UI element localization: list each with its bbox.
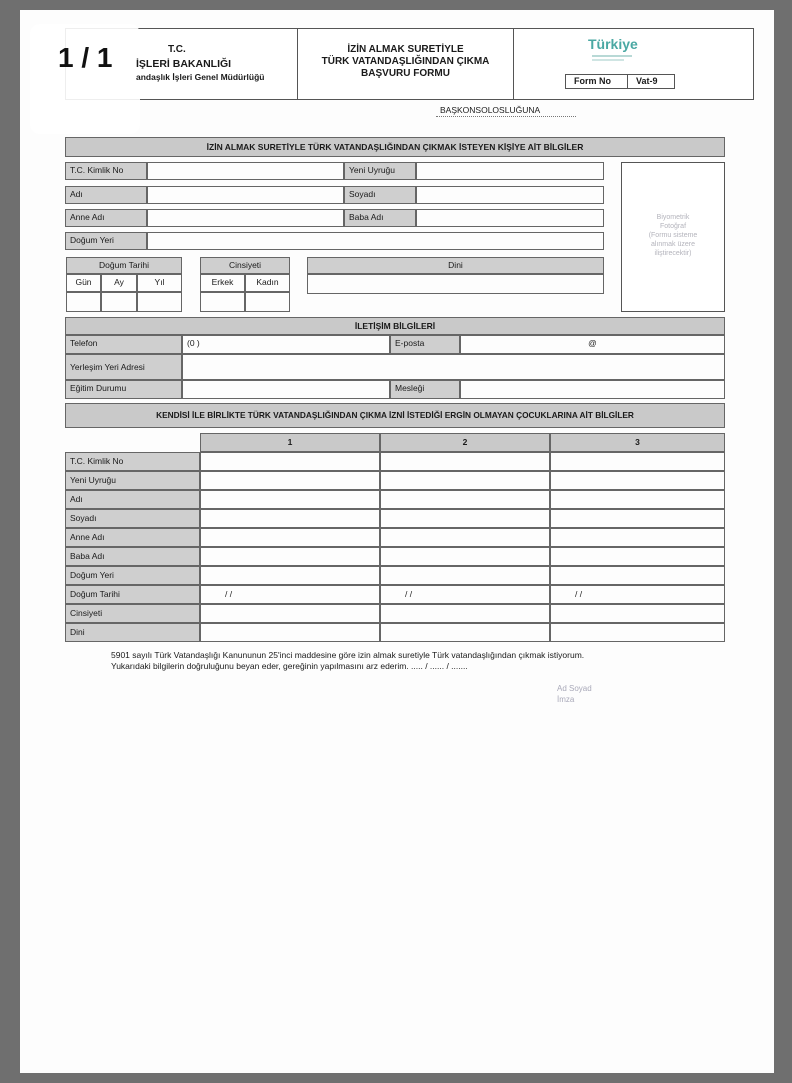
- address-label: Yerleşim Yeri Adresi: [65, 354, 182, 380]
- turkiye-logo: Türkiye: [588, 36, 638, 52]
- mother-label: Anne Adı: [65, 209, 147, 227]
- male-checkbox[interactable]: [200, 292, 245, 312]
- photo-line-5: iliştirecektir): [654, 250, 692, 257]
- children-cell-input[interactable]: [550, 566, 725, 585]
- page-indicator-badge: [30, 24, 140, 134]
- consulate-label: BAŞKONSOLOSLUĞUNA: [440, 105, 541, 115]
- religion-label: Dini: [307, 257, 604, 274]
- title-line-1: İZİN ALMAK SURETİYLE: [347, 44, 464, 55]
- day-label: Gün: [66, 274, 101, 292]
- children-row-label: Doğum Yeri: [65, 566, 200, 585]
- mother-input[interactable]: [147, 209, 344, 227]
- surname-input[interactable]: [416, 186, 604, 204]
- photo-line-2: Fotoğraf: [659, 223, 687, 230]
- signature-label: İmza: [557, 695, 575, 704]
- email-input[interactable]: @: [460, 335, 725, 354]
- form-no-value: Vat-9: [636, 76, 658, 86]
- children-cell-input[interactable]: [380, 547, 550, 566]
- header-divider-2: [513, 28, 514, 100]
- declaration-line-2: Yukarıdaki bilgilerin doğruluğunu beyan eder, gereğinin yapılmasını arz ederim. ..... / ...... / .......: [111, 661, 468, 671]
- ministry-line-3: andaşlık İşleri Genel Müdürlüğü: [136, 72, 265, 82]
- name-input[interactable]: [147, 186, 344, 204]
- birthdate-label: Doğum Tarihi: [66, 257, 182, 274]
- children-column-header: 1: [200, 433, 380, 452]
- month-input[interactable]: [101, 292, 137, 312]
- education-input[interactable]: [182, 380, 390, 399]
- month-label: Ay: [101, 274, 137, 292]
- title-line-2: TÜRK VATANDAŞLIĞINDAN ÇIKMA: [321, 56, 490, 67]
- children-cell-input[interactable]: [380, 566, 550, 585]
- year-label: Yıl: [137, 274, 182, 292]
- children-row-label: Baba Adı: [65, 547, 200, 566]
- name-label: Adı: [65, 186, 147, 204]
- applicant-section-title: İZİN ALMAK SURETİYLE TÜRK VATANDAŞLIĞINDAN ÇIKMAK İSTEYEN KİŞİYE AİT BİLGİLER: [65, 137, 725, 157]
- form-no-divider: [627, 75, 628, 88]
- children-cell-input[interactable]: [550, 490, 725, 509]
- photo-line-1: Biyometrik: [656, 214, 690, 221]
- email-label: E-posta: [390, 335, 460, 354]
- new-nationality-input[interactable]: [416, 162, 604, 180]
- children-row-label: Doğum Tarihi: [65, 585, 200, 604]
- photo-line-3: (Formu sisteme: [648, 232, 698, 239]
- father-input[interactable]: [416, 209, 604, 227]
- logo-subline: [592, 55, 632, 61]
- phone-label: Telefon: [65, 335, 182, 354]
- children-cell-input[interactable]: [380, 490, 550, 509]
- consulate-field-line: [436, 116, 576, 117]
- form-no-label: Form No: [574, 76, 611, 86]
- gender-label: Cinsiyeti: [200, 257, 290, 274]
- female-checkbox[interactable]: [245, 292, 290, 312]
- children-row-label: Adı: [65, 490, 200, 509]
- children-column-header: 3: [550, 433, 725, 452]
- page-indicator: 1 / 1: [58, 42, 113, 73]
- children-cell-input[interactable]: [550, 509, 725, 528]
- children-table-corner: [65, 433, 200, 452]
- children-section-title: KENDİSİ İLE BİRLİKTE TÜRK VATANDAŞLIĞINDAN ÇIKMA İZNİ İSTEDİĞİ ERGİN OLMAYAN ÇOCUKLARINA AİT BİLGİLER: [65, 403, 725, 428]
- ministry-line-1: T.C.: [168, 44, 186, 55]
- children-row-label: T.C. Kimlik No: [65, 452, 200, 471]
- female-label: Kadın: [245, 274, 290, 292]
- male-label: Erkek: [200, 274, 245, 292]
- children-cell-input[interactable]: [550, 547, 725, 566]
- occupation-label: Mesleği: [390, 380, 460, 399]
- children-cell-input[interactable]: / /: [380, 585, 550, 604]
- children-cell-input[interactable]: [380, 452, 550, 471]
- children-row-label: Anne Adı: [65, 528, 200, 547]
- children-column-header: 2: [380, 433, 550, 452]
- declaration-line-1: 5901 sayılı Türk Vatandaşlığı Kanununun 25'inci maddesine göre izin almak suretiyle Türk vatandaşlığından çıkmak istiyorum.: [111, 650, 585, 660]
- children-row-label: Soyadı: [65, 509, 200, 528]
- children-row-label: Yeni Uyruğu: [65, 471, 200, 490]
- children-cell-input[interactable]: / /: [200, 585, 380, 604]
- children-cell-input[interactable]: [380, 604, 550, 623]
- form-no-box: [565, 74, 675, 89]
- children-cell-input[interactable]: [380, 471, 550, 490]
- name-signature-label: Ad Soyad: [557, 684, 592, 693]
- form-page: [20, 10, 774, 1073]
- tc-label: T.C. Kimlik No: [65, 162, 147, 180]
- children-cell-input[interactable]: [380, 528, 550, 547]
- birthplace-input[interactable]: [147, 232, 604, 250]
- phone-input[interactable]: (0 ): [182, 335, 390, 354]
- photo-caption: [621, 213, 725, 258]
- children-cell-input[interactable]: [200, 547, 380, 566]
- children-cell-input[interactable]: [550, 452, 725, 471]
- children-row-label: Cinsiyeti: [65, 604, 200, 623]
- ministry-line-2: İŞLERİ BAKANLIĞI: [136, 58, 232, 70]
- children-cell-input[interactable]: [200, 623, 380, 642]
- children-cell-input[interactable]: [200, 566, 380, 585]
- children-cell-input[interactable]: [550, 471, 725, 490]
- tc-input[interactable]: [147, 162, 344, 180]
- contact-section-title: İLETİŞİM BİLGİLERİ: [65, 317, 725, 335]
- title-line-3: BAŞVURU FORMU: [361, 68, 450, 79]
- children-cell-input[interactable]: [200, 490, 380, 509]
- children-cell-input[interactable]: [550, 623, 725, 642]
- children-cell-input[interactable]: [200, 509, 380, 528]
- children-cell-input[interactable]: [200, 528, 380, 547]
- education-label: Eğitim Durumu: [65, 380, 182, 399]
- birthplace-label: Doğum Yeri: [65, 232, 147, 250]
- children-cell-input[interactable]: [380, 509, 550, 528]
- children-cell-input[interactable]: [200, 452, 380, 471]
- father-label: Baba Adı: [344, 209, 416, 227]
- children-cell-input[interactable]: [200, 471, 380, 490]
- form-title: [298, 44, 513, 80]
- children-cell-input[interactable]: [550, 604, 725, 623]
- religion-input[interactable]: [307, 274, 604, 294]
- surname-label: Soyadı: [344, 186, 416, 204]
- new-nationality-label: Yeni Uyruğu: [344, 162, 416, 180]
- year-input[interactable]: [137, 292, 182, 312]
- day-input[interactable]: [66, 292, 101, 312]
- children-cell-input[interactable]: / /: [550, 585, 725, 604]
- occupation-input[interactable]: [460, 380, 725, 399]
- address-input[interactable]: [182, 354, 725, 380]
- children-cell-input[interactable]: [380, 623, 550, 642]
- photo-line-4: alınmak üzere: [651, 241, 695, 248]
- children-row-label: Dini: [65, 623, 200, 642]
- children-cell-input[interactable]: [550, 528, 725, 547]
- children-cell-input[interactable]: [200, 604, 380, 623]
